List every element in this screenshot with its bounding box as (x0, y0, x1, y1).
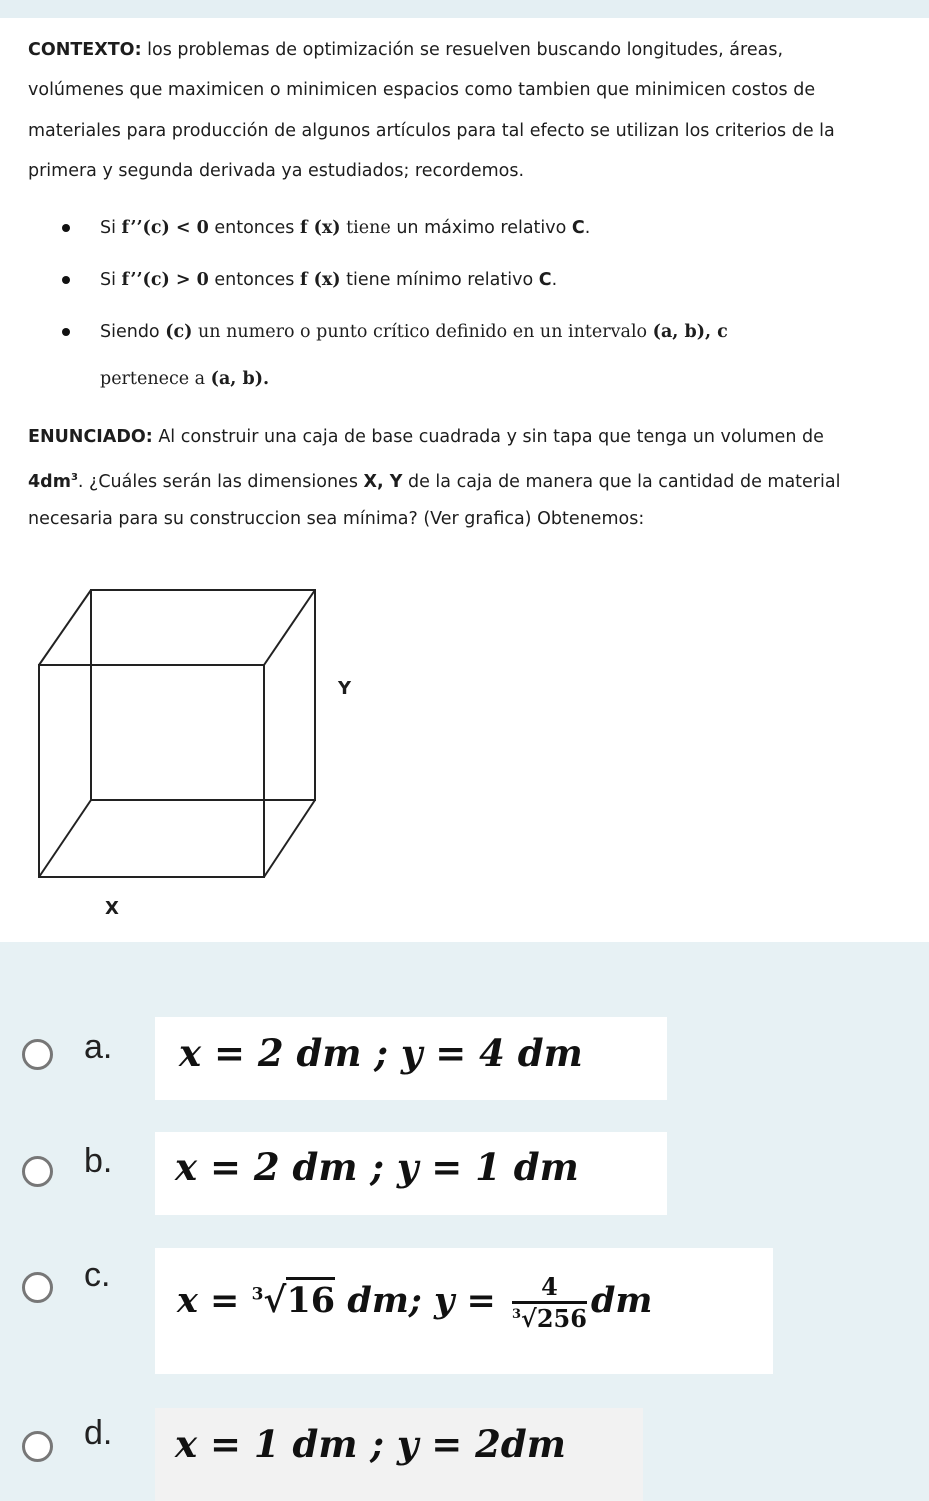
option-d-letter[interactable]: d. (84, 1414, 113, 1452)
context-line-1: CONTEXTO: los problemas de optimización se resuelven buscando longitudes, áreas, (28, 40, 784, 60)
box-edge (264, 590, 315, 665)
box-diagram (20, 583, 350, 883)
context-line-4: primera y segunda derivada ya estudiados; recordemos. (28, 161, 525, 181)
box-front-face (39, 665, 264, 877)
option-b-letter[interactable]: b. (84, 1142, 113, 1180)
option-d-answer[interactable] (155, 1408, 643, 1501)
top-strip (0, 0, 929, 18)
option-a-radio[interactable] (22, 1039, 53, 1070)
option-b-answer[interactable] (155, 1132, 667, 1215)
label-y: Y (338, 678, 352, 699)
rule-maximum: Si f’’(c) < 0 entonces f (x) tiene un máximo relativo C. (100, 218, 591, 238)
option-a-answer[interactable] (155, 1017, 667, 1100)
question-card (0, 18, 929, 942)
option-b-radio[interactable] (22, 1156, 53, 1187)
rule-critical-point: Siendo (c) un numero o punto crítico definido en un intervalo (a, b), c (100, 322, 728, 342)
statement-line-1: ENUNCIADO: Al construir una caja de base cuadrada y sin tapa que tenga un volumen de (28, 427, 824, 447)
rule-critical-point-line-2: pertenece a (a, b). (100, 369, 270, 389)
bullet-dot (62, 328, 70, 336)
option-a-letter[interactable]: a. (84, 1028, 113, 1066)
context-line-2: volúmenes que maximicen o minimicen espacios como tambien que minimicen costos de (28, 80, 816, 100)
box-edge (39, 800, 91, 877)
bullet-dot (62, 224, 70, 232)
option-d-radio[interactable] (22, 1431, 53, 1462)
box-edge (264, 800, 315, 877)
option-b-equation: x = 2 dm ; y = 1 dm (175, 1145, 579, 1189)
box-back-face (91, 590, 315, 800)
statement-line-2: $4dm^3$. ¿Cuáles serán las dimensiones X, Y de la caja de manera que la cantidad de material (28, 471, 841, 492)
option-a-equation: x = 2 dm ; y = 4 dm (179, 1031, 583, 1075)
statement-line-3: necesaria para su construccion sea mínima? (Ver grafica) Obtenemos: (28, 509, 645, 529)
answer-options (0, 942, 929, 1501)
option-c-radio[interactable] (22, 1272, 53, 1303)
label-x: X (105, 898, 119, 919)
option-c-letter[interactable]: c. (84, 1256, 111, 1294)
bullet-dot (62, 276, 70, 284)
option-d-equation: x = 1 dm ; y = 2dm (175, 1422, 566, 1466)
option-c-equation: x = $^3$√16 dm; y = $\frac{4}{^3√256}$ dm (177, 1272, 653, 1333)
rule-minimum: Si f’’(c) > 0 entonces f (x) tiene mínimo relativo C. (100, 270, 558, 290)
context-line-3: materiales para producción de algunos artículos para tal efecto se utilizan los criterios de la (28, 121, 835, 141)
option-c-answer[interactable] (155, 1248, 773, 1374)
box-edge (39, 590, 91, 665)
